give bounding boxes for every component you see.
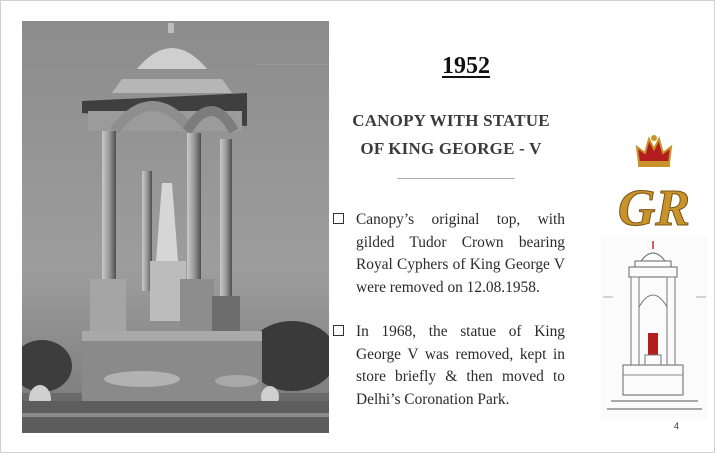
bullet-item	[332, 321, 565, 411]
canopy-photo	[22, 21, 329, 433]
checkbox-bullet-icon	[333, 325, 344, 336]
heading-line-2: OF KING GEORGE - V	[360, 139, 542, 158]
bullet-item	[332, 209, 565, 299]
canopy-drawing	[601, 237, 708, 419]
top-divider	[256, 64, 328, 65]
slide-year: 1952	[442, 53, 490, 79]
royal-cypher-crown-icon	[611, 133, 697, 233]
checkbox-bullet-icon	[333, 213, 344, 224]
svg-text:GR: GR	[617, 180, 691, 233]
heading-line-1: CANOPY WITH STATUE	[352, 111, 550, 130]
bullet-list	[332, 209, 565, 411]
slide-heading	[331, 107, 571, 163]
heading-divider	[397, 178, 515, 179]
bullet-text: In 1968, the statue of King George V was removed, kept in store briefly & then moved to Delhi’s Coronation Park.	[356, 323, 565, 408]
bullet-text: Canopy’s original top, with gilded Tudor Crown bearing Royal Cyphers of King George V were removed on 12.08.1958.	[356, 211, 565, 296]
page-number: 4	[674, 421, 680, 431]
